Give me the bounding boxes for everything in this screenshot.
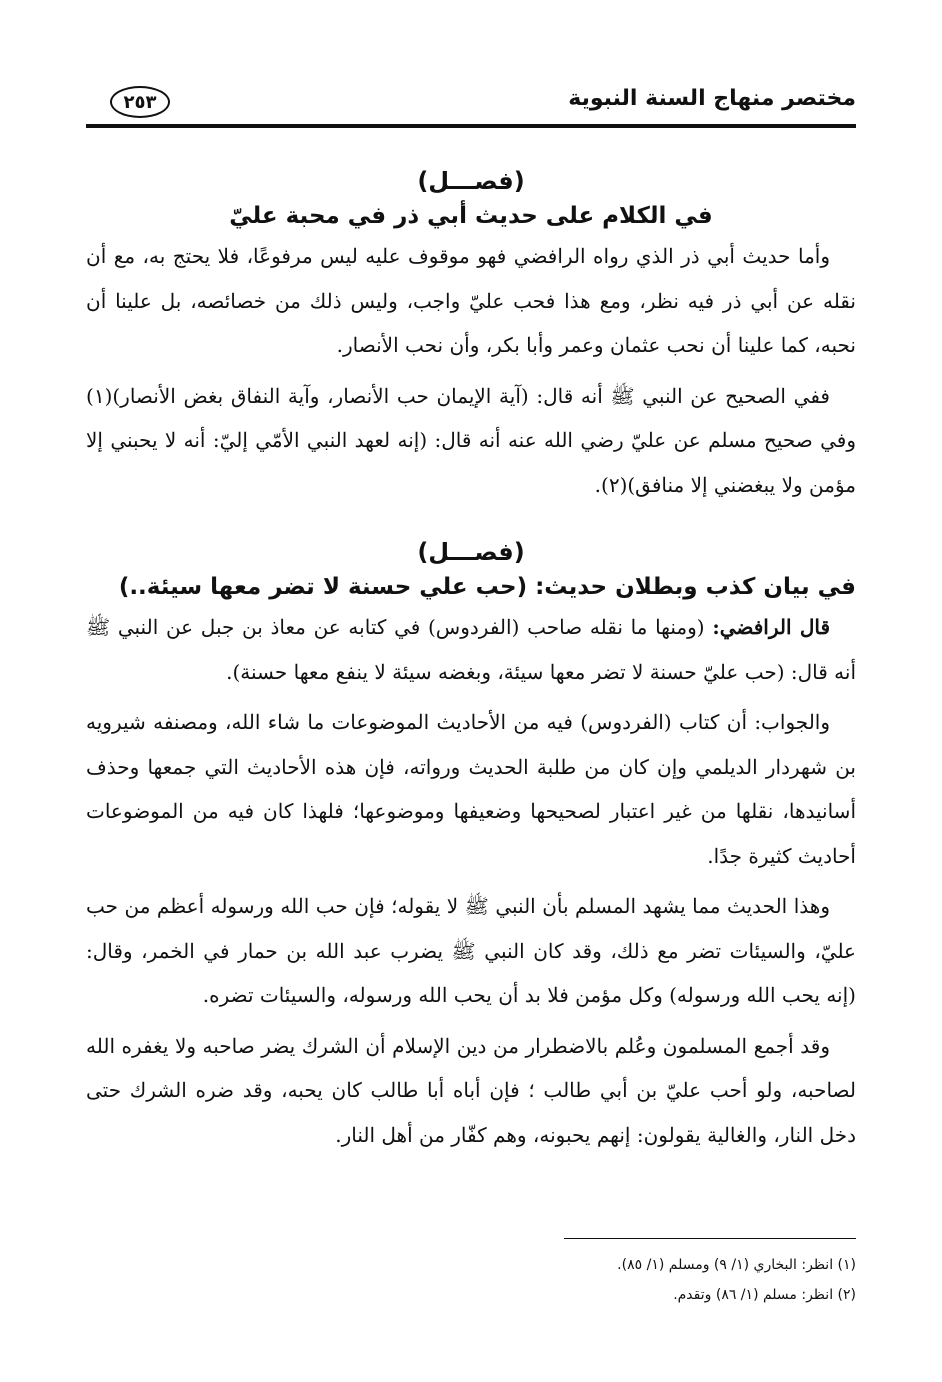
section-1-paragraph-2: ففي الصحيح عن النبي ﷺ أنه قال: (آية الإيمان حب الأنصار، وآية النفاق بغض الأنصار)(١) وفي صحيح مسلم عن عليّ رضي الله عنه أنه قال: (إنه لعهد النبي الأمّي إليّ: أنه لا يحبني إلا مؤمن ولا يبغضني إلا منافق)(٢). (86, 383, 856, 497)
page-number-badge: ٢٥٣ (110, 86, 170, 118)
section-2-title: في بيان كذب وبطلان حديث: (حب علي حسنة لا تضر معها سيئة..) (118, 574, 856, 600)
page-header (86, 78, 856, 126)
section-2-paragraph-2: والجواب: أن كتاب (الفردوس) فيه من الأحاديث الموضوعات ما شاء الله، ومصنفه شيرويه بن شهردار الديلمي وإن كان من طلبة الحديث ورواته، فإن هذه الأحاديث التي جمعها وحذف أسانيدها، نقلها من غير اعتبار لصحيحها وضعيفها وموضوعها؛ فلهذا كان فيه من الموضوعات أحاديث كثيرة جدًا. (86, 710, 856, 868)
section-2-paragraph-1-text: (ومنها ما نقله صاحب (الفردوس) في كتابه عن معاذ بن جبل عن النبي ﷺ أنه قال: (حب عليّ حسنة لا تضر معها سيئة، وبغضه سيئة لا ينفع معها حسنة). (86, 615, 856, 684)
footnote-1: (١) انظر: البخاري (١/ ٩) ومسلم (١/ ٨٥). (617, 1257, 856, 1273)
section-1-label: (فصـــل) (417, 167, 525, 195)
section-2-paragraph-4: وقد أجمع المسلمون وعُلم بالاضطرار من دين الإسلام أن الشرك يضر صاحبه ولا يغفره الله لصاحبه، ولو أحب عليّ بن أبي طالب ؛ فإن أباه أبا طالب كان يحبه، وقد ضره الشرك حتى دخل النار، والغالية يقولون: إنهم يحبونه، وهم كفّار من أهل النار. (86, 1033, 856, 1147)
speaker-label: قال الرافضي: (712, 615, 830, 639)
header-divider (86, 124, 856, 128)
book-title: مختصر منهاج السنة النبوية (568, 86, 856, 111)
section-2-paragraph-3: وهذا الحديث مما يشهد المسلم بأن النبي ﷺ لا يقوله؛ فإن حب الله ورسوله أعظم من حب عليّ، والسيئات تضر مع ذلك، وقد كان النبي ﷺ يضرب عبد الله بن حمار في الخمر، وقال: (إنه يحب الله ورسوله) وكل مؤمن فلا بد أن يحب الله ورسوله، والسيئات تضره. (86, 894, 856, 1007)
footnotes (86, 1250, 856, 1310)
footnote-divider (564, 1238, 856, 1239)
page-body (86, 164, 856, 1157)
section-1-paragraph-1: وأما حديث أبي ذر الذي رواه الرافضي فهو موقوف عليه ليس مرفوعًا، فلا يحتج به، مع أن نقله عن أبي ذر فيه نظر، ومع هذا فحب عليّ واجب، وليس ذلك من خصائصه، بل علينا أن نحبه، كما علينا أن نحب عثمان وعمر وأبا بكر، وأن نحب الأنصار. (86, 244, 856, 357)
section-1-title: في الكلام على حديث أبي ذر في محبة عليّ (229, 203, 713, 229)
section-2-label: (فصـــل) (417, 538, 525, 566)
footnote-2: (٢) انظر: مسلم (١/ ٨٦) وتقدم. (673, 1287, 856, 1303)
section-2-paragraph-1 (86, 605, 856, 694)
